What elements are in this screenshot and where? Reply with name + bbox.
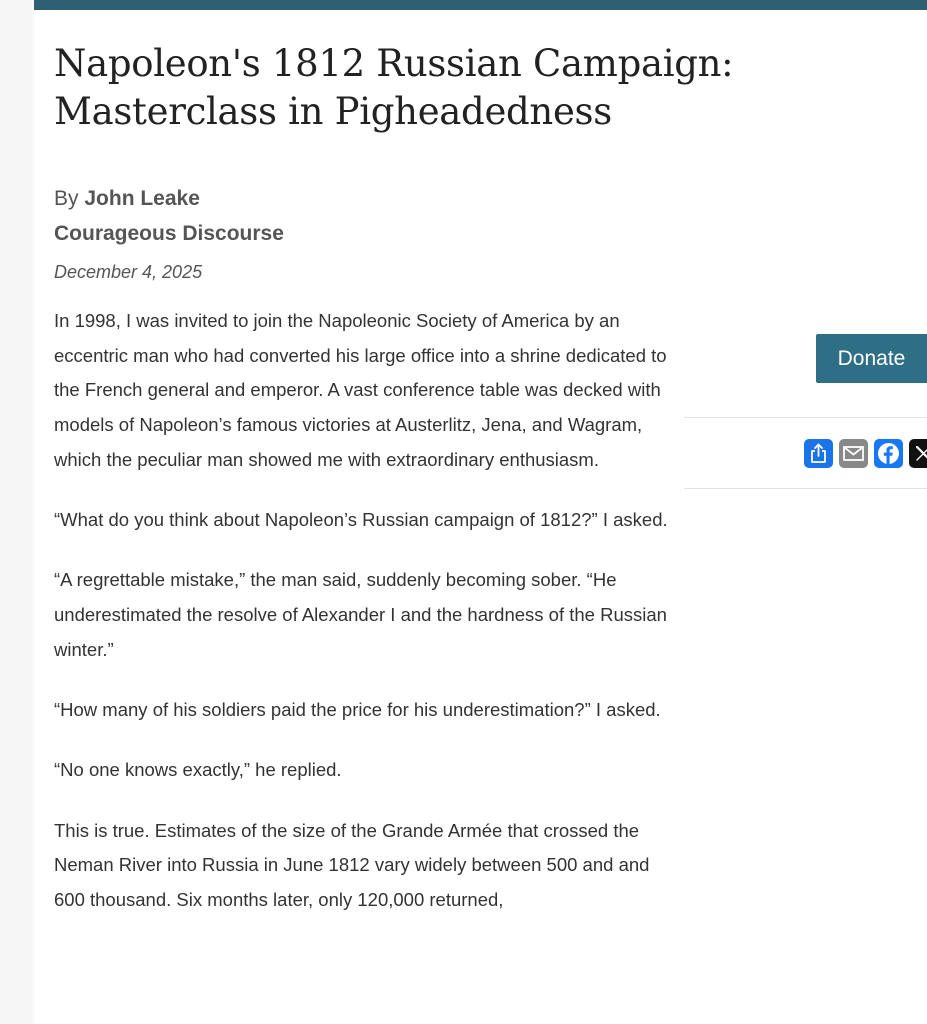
email-icon[interactable] — [839, 439, 868, 468]
paragraph: “No one knows exactly,” he replied. — [54, 759, 342, 781]
share-bar — [804, 439, 927, 468]
sidebar-divider-top — [684, 417, 927, 418]
author-name[interactable]: John Leake — [84, 187, 200, 210]
left-gutter — [0, 0, 32, 1024]
facebook-icon[interactable] — [874, 439, 903, 468]
byline-prefix: By — [54, 187, 79, 210]
x-icon[interactable] — [909, 439, 927, 468]
paragraph: In 1998, I was invited to join the Napoleonic Society of America by an eccentric man who had converted his large office into a shrine dedicated to the French general and emperor. A vast conference table was decked with models of Napoleon’s famous victories at Austerlitz, Jena, and Wagram, which the peculiar man showed me with extraordinary enthusiasm. — [54, 310, 667, 470]
article-body — [54, 304, 674, 943]
share-icon[interactable] — [804, 439, 833, 468]
byline — [54, 185, 200, 213]
sidebar-divider-bottom — [684, 488, 927, 489]
paragraph: “What do you think about Napoleon’s Russian campaign of 1812?” I asked. — [54, 509, 668, 531]
paragraph: “How many of his soldiers paid the price for his underestimation?” I asked. — [54, 699, 661, 721]
donate-button[interactable]: Donate — [816, 334, 927, 383]
paragraph: “A regrettable mistake,” the man said, suddenly becoming sober. “He underestimated the resolve of Alexander I and the hardness of the Russian winter.” — [54, 569, 667, 660]
paragraph: This is true. Estimates of the size of the Grande Armée that crossed the Neman River into Russia in June 1812 vary widely between 500 and and 600 thousand. Six months later, only 120,000 returned, — [54, 819, 650, 911]
article-page — [34, 0, 927, 1024]
article-title: Napoleon's 1812 Russian Campaign: Masterclass in Pigheadedness — [54, 42, 734, 133]
publish-date: December 4, 2025 — [54, 262, 203, 282]
publication-name[interactable]: Courageous Discourse — [54, 222, 284, 245]
top-accent-bar — [34, 0, 927, 10]
